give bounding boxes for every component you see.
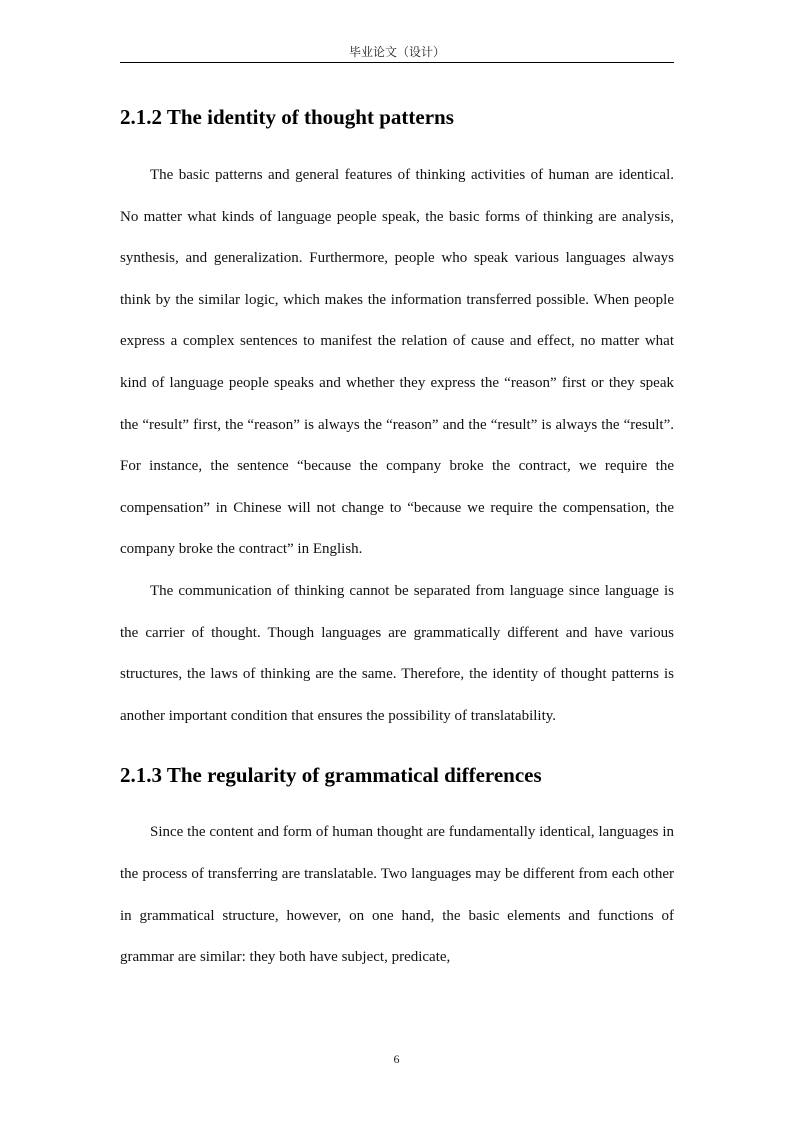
paragraph: Since the content and form of human thought are fundamentally identical, languages in the process of transferring are translatable. Two languages may be different from each other in grammatical structure, however, on one hand, the basic elements and functions of grammar are similar: they both have subject, predicate, [120, 824, 674, 966]
running-header: 毕业论文（设计） [348, 45, 445, 59]
paragraph: The basic patterns and general features of thinking activities of human are identical. No matter what kinds of language people speak, the basic forms of thinking are analysis, synthesis, and generalization. Furthermore, people who speak various languages always think by the similar logic, which makes the information transferred possible. When people express a complex sentences to manifest the relation of cause and effect, no matter what kind of language people speaks and whether they express the “reason” first or they speak the “result” first, the “reason” is always the “reason” and the “result” is always the “result”. For instance, the sentence “because the company broke the contract, we require the compensation” in Chinese will not change to “because we require the compensation, the company broke the contract” in English. [120, 167, 674, 558]
section-body-2-1-2 [120, 155, 674, 737]
section-body-2-1-3 [120, 812, 674, 978]
section-heading-2-1-3: 2.1.3 The regularity of grammatical differences [120, 763, 542, 788]
header-rule [120, 62, 674, 63]
page-number: 6 [393, 1052, 400, 1066]
section-heading-2-1-2: 2.1.2 The identity of thought patterns [120, 105, 454, 129]
paragraph: The communication of thinking cannot be separated from language since language is the carrier of thought. Though languages are grammatically different and have various structures, the laws of thinking are the same. Therefore, the identity of thought patterns is another important condition that ensures the possibility of translatability. [120, 582, 674, 724]
page-content [120, 96, 674, 979]
